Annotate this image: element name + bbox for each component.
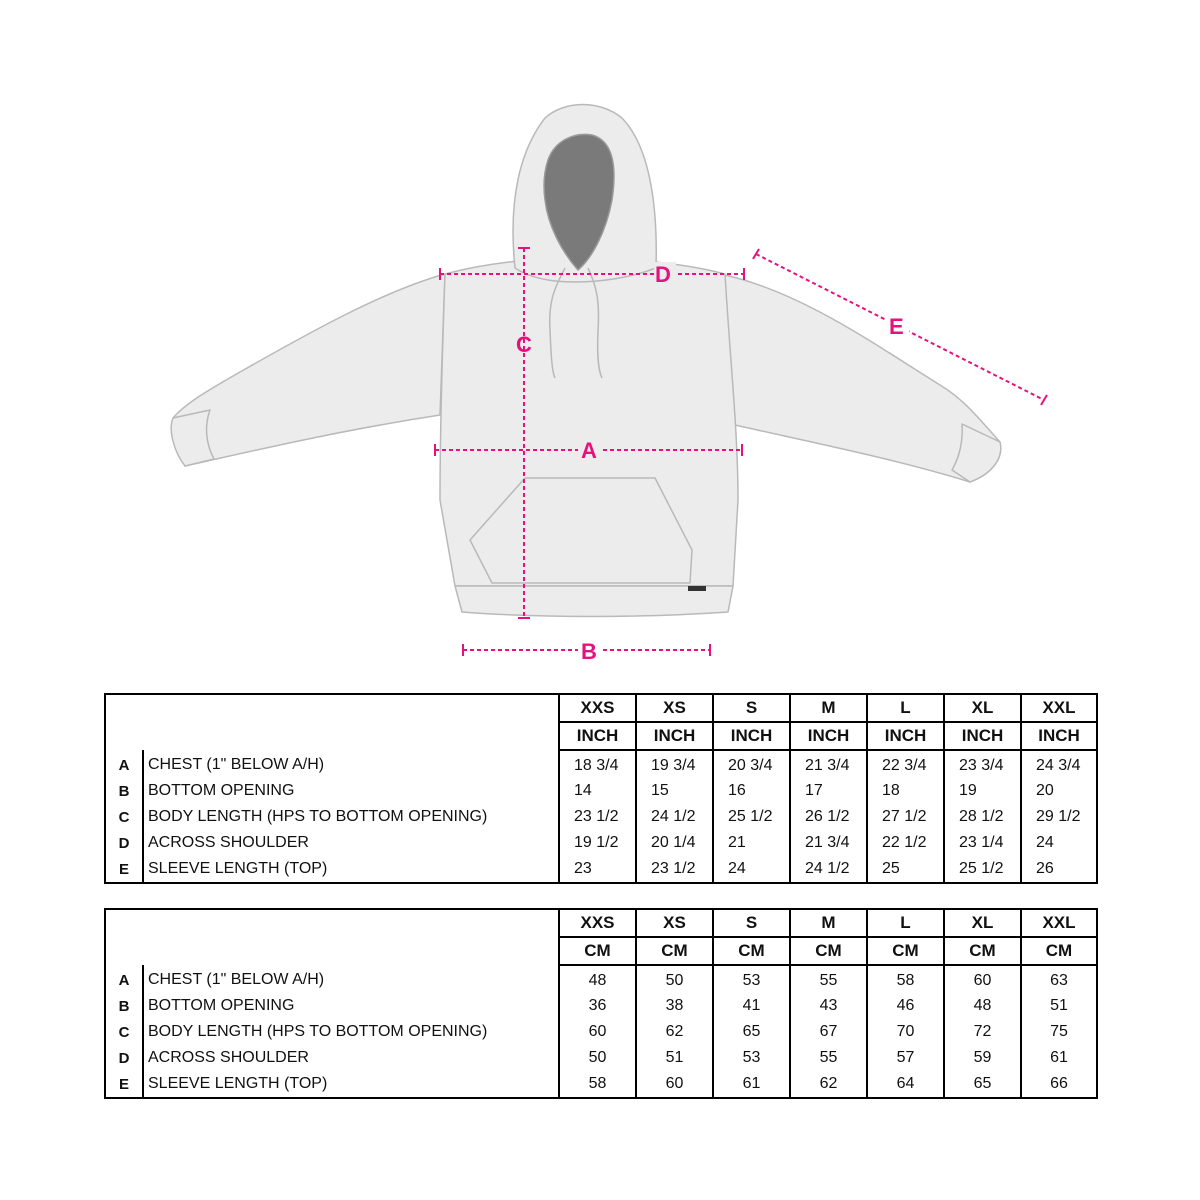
measurement-name: ACROSS SHOULDER <box>143 830 559 856</box>
table-cell: 24 1/2 <box>636 804 713 830</box>
measurement-name: BODY LENGTH (HPS TO BOTTOM OPENING) <box>143 1019 559 1045</box>
table-cell: 57 <box>867 1045 944 1071</box>
table-cell: 23 1/2 <box>636 856 713 883</box>
table-cell: 25 1/2 <box>713 804 790 830</box>
unit-header: INCH <box>1021 722 1097 750</box>
dimension-label-d: D <box>655 262 671 287</box>
measurement-name: SLEEVE LENGTH (TOP) <box>143 856 559 883</box>
unit-header: INCH <box>867 722 944 750</box>
table-cell: 25 <box>867 856 944 883</box>
table-row <box>105 1071 1097 1098</box>
table-cell: 41 <box>713 993 790 1019</box>
table-cell: 62 <box>790 1071 867 1098</box>
dimension-label-a: A <box>581 438 597 463</box>
table-cell: 46 <box>867 993 944 1019</box>
size-header: XL <box>944 909 1021 937</box>
table-cell: 17 <box>790 778 867 804</box>
table-cell: 64 <box>867 1071 944 1098</box>
unit-header: INCH <box>790 722 867 750</box>
table-cell: 18 3/4 <box>559 750 636 778</box>
unit-header: INCH <box>713 722 790 750</box>
table-cell: 22 3/4 <box>867 750 944 778</box>
measurement-letter: A <box>105 965 143 993</box>
dimension-label-c: C <box>516 332 532 357</box>
table-cell: 50 <box>559 1045 636 1071</box>
table-cell: 53 <box>713 1045 790 1071</box>
table-cell: 20 3/4 <box>713 750 790 778</box>
table-header-blank <box>105 694 559 750</box>
table-cell: 53 <box>713 965 790 993</box>
size-header: XXL <box>1021 694 1097 722</box>
measurement-name: BOTTOM OPENING <box>143 778 559 804</box>
table-cell: 48 <box>944 993 1021 1019</box>
measurement-name: ACROSS SHOULDER <box>143 1045 559 1071</box>
measurement-letter: B <box>105 778 143 804</box>
measurement-letter: C <box>105 1019 143 1045</box>
table-cell: 51 <box>1050 997 1068 1014</box>
inch-rows <box>105 750 1097 883</box>
table-cell: 38 <box>636 993 713 1019</box>
table-cell: 24 3/4 <box>1036 756 1081 774</box>
unit-header: CM <box>790 937 867 965</box>
measurement-letter: E <box>105 856 143 883</box>
measurement-name: CHEST (1" BELOW A/H) <box>143 750 559 778</box>
table-cell: 43 <box>790 993 867 1019</box>
table-cell: 55 <box>790 1045 867 1071</box>
table-cell: 23 <box>559 856 636 883</box>
unit-header: INCH <box>559 722 636 750</box>
table-cell: 59 <box>944 1045 1021 1071</box>
table-cell: 36 <box>559 993 636 1019</box>
cm-rows <box>105 965 1097 1098</box>
table-cell: 58 <box>867 965 944 993</box>
table-cell: 72 <box>944 1019 1021 1045</box>
table-cell: 20 1/4 <box>636 830 713 856</box>
table-cell: 27 1/2 <box>867 804 944 830</box>
table-cell: 24 <box>1036 834 1054 851</box>
measurement-letter: C <box>105 804 143 830</box>
table-cell: 15 <box>636 778 713 804</box>
table-row <box>105 856 1097 883</box>
table-cell: 24 <box>713 856 790 883</box>
table-cell: 21 3/4 <box>790 750 867 778</box>
size-header: XS <box>636 909 713 937</box>
table-cell: 23 3/4 <box>944 750 1021 778</box>
table-row <box>105 993 1097 1019</box>
table-row <box>105 830 1097 856</box>
table-cell: 75 <box>1050 1023 1068 1040</box>
table-cell: 67 <box>790 1019 867 1045</box>
unit-header: CM <box>1021 937 1097 965</box>
table-cell: 23 1/2 <box>559 804 636 830</box>
measurement-letter: A <box>105 750 143 778</box>
table-cell: 65 <box>944 1071 1021 1098</box>
table-cell: 22 1/2 <box>867 830 944 856</box>
table-cell: 63 <box>1050 971 1068 989</box>
table-cell: 50 <box>636 965 713 993</box>
unit-header: CM <box>559 937 636 965</box>
left-cuff <box>171 410 214 466</box>
measurement-name: CHEST (1" BELOW A/H) <box>143 965 559 993</box>
table-row <box>105 965 1097 993</box>
table-cell: 19 3/4 <box>636 750 713 778</box>
size-header: L <box>867 909 944 937</box>
table-cell: 19 <box>944 778 1021 804</box>
measurement-letter: D <box>105 1045 143 1071</box>
measurement-letter: E <box>105 1071 143 1098</box>
table-cell: 21 3/4 <box>790 830 867 856</box>
table-row <box>105 778 1097 804</box>
size-header: S <box>713 694 790 722</box>
table-cell: 20 <box>1036 782 1054 799</box>
table-cell: 16 <box>713 778 790 804</box>
table-cell: 60 <box>944 965 1021 993</box>
left-sleeve <box>173 274 445 466</box>
table-row <box>105 750 1097 778</box>
table-cell: 14 <box>559 778 636 804</box>
size-header: S <box>713 909 790 937</box>
unit-header: INCH <box>636 722 713 750</box>
measurement-name: SLEEVE LENGTH (TOP) <box>143 1071 559 1098</box>
size-header: L <box>867 694 944 722</box>
size-header: M <box>790 694 867 722</box>
table-cell: 28 1/2 <box>944 804 1021 830</box>
table-cell: 62 <box>636 1019 713 1045</box>
size-header: M <box>790 909 867 937</box>
table-cell: 58 <box>559 1071 636 1098</box>
measurement-name: BOTTOM OPENING <box>143 993 559 1019</box>
table-cell: 24 1/2 <box>790 856 867 883</box>
table-cell: 65 <box>713 1019 790 1045</box>
size-header: XL <box>944 694 1021 722</box>
table-cell: 29 1/2 <box>1036 808 1081 825</box>
table-cell: 19 1/2 <box>559 830 636 856</box>
unit-header: CM <box>636 937 713 965</box>
unit-header: CM <box>944 937 1021 965</box>
dimension-label-b: B <box>581 639 597 664</box>
size-header: XXS <box>559 694 636 722</box>
unit-header: CM <box>713 937 790 965</box>
size-header: XS <box>636 694 713 722</box>
table-row <box>105 804 1097 830</box>
dimension-label-e: E <box>889 314 904 339</box>
table-cell: 55 <box>790 965 867 993</box>
table-row <box>105 1045 1097 1071</box>
table-cell: 48 <box>559 965 636 993</box>
hem-tag <box>688 586 706 591</box>
measurement-letter: B <box>105 993 143 1019</box>
table-cell: 60 <box>636 1071 713 1098</box>
right-sleeve <box>720 274 1000 482</box>
table-header-blank <box>105 909 559 965</box>
table-cell: 26 1/2 <box>790 804 867 830</box>
size-chart-inch-table <box>104 693 1098 884</box>
table-cell: 26 <box>1036 860 1054 877</box>
table-cell: 60 <box>559 1019 636 1045</box>
size-header: XXS <box>559 909 636 937</box>
unit-header: CM <box>867 937 944 965</box>
measurement-name: BODY LENGTH (HPS TO BOTTOM OPENING) <box>143 804 559 830</box>
table-cell: 61 <box>713 1071 790 1098</box>
unit-header: INCH <box>944 722 1021 750</box>
hoodie-illustration <box>171 105 1001 617</box>
table-cell: 18 <box>867 778 944 804</box>
table-cell: 23 1/4 <box>944 830 1021 856</box>
size-chart-cm-table <box>104 908 1098 1099</box>
size-header: XXL <box>1021 909 1097 937</box>
table-cell: 25 1/2 <box>944 856 1021 883</box>
table-cell: 21 <box>713 830 790 856</box>
table-cell: 61 <box>1050 1049 1068 1066</box>
table-cell: 66 <box>1050 1075 1068 1092</box>
table-cell: 70 <box>867 1019 944 1045</box>
table-row <box>105 1019 1097 1045</box>
table-cell: 51 <box>636 1045 713 1071</box>
measurement-letter: D <box>105 830 143 856</box>
